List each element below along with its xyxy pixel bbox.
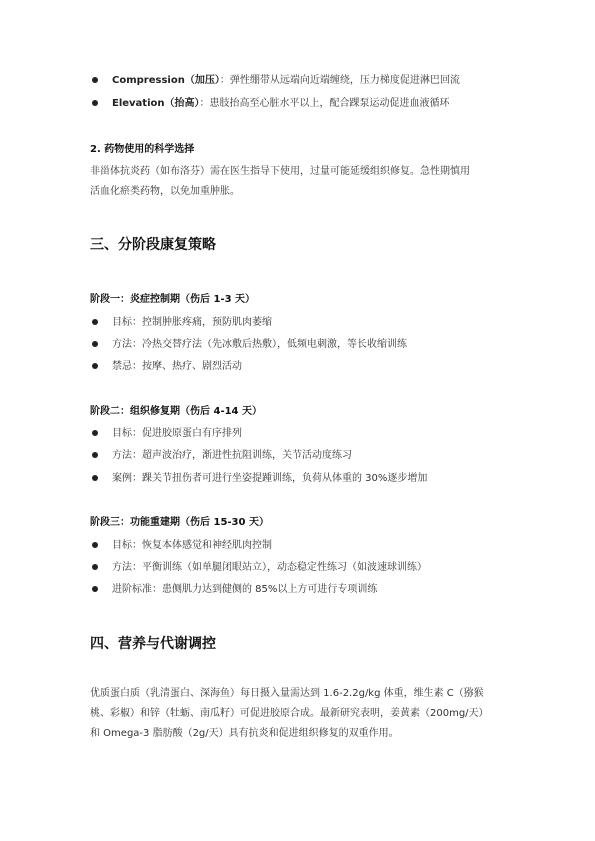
list-item-text: ：患肢抬高至心脏水平以上，配合踝泵运动促进血液循环: [199, 98, 450, 109]
list-item-text: 目标：恢复本体感觉和神经肌肉控制: [112, 540, 272, 551]
list-item-text: 禁忌：按摩、热疗、剧烈活动: [112, 361, 242, 372]
phase-heading: 阶段一：炎症控制期（伤后 1-3 天）: [90, 294, 256, 305]
list-item-text: 目标：促进胶原蛋白有序排列: [112, 428, 242, 439]
list-item: [0, 561, 520, 575]
list-item: [0, 427, 520, 441]
paragraph-line: 和 Omega-3 脂肪酸（2g/天）具有抗炎和促进组织修复的双重作用。: [90, 728, 399, 739]
list-item-term: Elevation（抬高）: [112, 98, 200, 109]
list-item: [0, 360, 520, 374]
bullet-icon: [92, 542, 98, 548]
nutrition-paragraph: [90, 684, 510, 744]
list-item: [0, 449, 520, 463]
list-item-text: 案例：踝关节扭伤者可进行坐姿提踵训练，负荷从体重的 30%逐步增加: [112, 473, 428, 484]
list-item: [0, 472, 520, 486]
list-item-text: 方法：平衡训练（如单腿闭眼站立），动态稳定性练习（如波速球训练）: [112, 562, 427, 573]
list-item-term: Compression（加压）: [112, 75, 220, 86]
paragraph-line: 活血化瘀类药物，以免加重肿胀。: [90, 186, 240, 197]
bullet-icon: [92, 475, 98, 481]
list-item-text: 目标：控制肿胀疼痛，预防肌肉萎缩: [112, 317, 272, 328]
section-title: 三、分阶段康复策略: [90, 237, 216, 253]
list-item: [0, 74, 520, 88]
list-item-text: 进阶标准：患侧肌力达到健侧的 85%以上方可进行专项训练: [112, 584, 378, 595]
list-item: [0, 338, 520, 352]
list-item: [0, 583, 520, 597]
list-item: [0, 539, 520, 553]
paragraph-line: 桃、彩椒）和锌（牡蛎、南瓜籽）可促进胶原合成。最新研究表明，姜黄素（200mg/天）: [90, 708, 489, 719]
phase-heading: 阶段三：功能重建期（伤后 15-30 天）: [90, 517, 269, 528]
list-item-text: 方法：冷热交替疗法（先冰敷后热敷），低频电刺激，等长收缩训练: [112, 339, 407, 350]
bullet-icon: [92, 586, 98, 592]
bullet-icon: [92, 341, 98, 347]
paragraph-line: 非甾体抗炎药（如布洛芬）需在医生指导下使用，过量可能延缓组织修复。急性期慎用: [90, 166, 470, 177]
bullet-icon: [92, 430, 98, 436]
bullet-icon: [92, 100, 98, 106]
list-item-text: 方法：超声波治疗，渐进性抗阻训练，关节活动度练习: [112, 450, 352, 461]
bullet-icon: [92, 363, 98, 369]
list-item: [0, 97, 520, 111]
bullet-icon: [92, 564, 98, 570]
drug-heading: 2. 药物使用的科学选择: [90, 144, 195, 155]
bullet-icon: [92, 452, 98, 458]
phase-heading: 阶段二：组织修复期（伤后 4-14 天）: [90, 406, 262, 417]
list-item: [0, 316, 520, 330]
bullet-icon: [92, 77, 98, 83]
paragraph-line: 优质蛋白质（乳清蛋白、深海鱼）每日摄入量需达到 1.6-2.2g/kg 体重，维生素 C（猕猴: [90, 688, 484, 699]
list-item-text: ：弹性绷带从远端向近端缠绕，压力梯度促进淋巴回流: [219, 75, 460, 86]
section-title: 四、营养与代谢调控: [90, 636, 216, 652]
bullet-icon: [92, 319, 98, 325]
drug-paragraph: [90, 162, 510, 202]
